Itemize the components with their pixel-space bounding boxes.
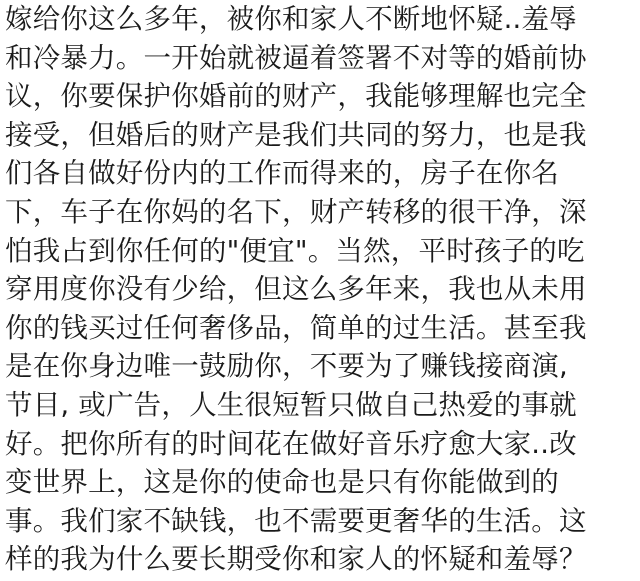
text-line-3: 议，你要保护你婚前的财产，我能够理解也完全 xyxy=(5,80,587,113)
text-line-14: 事。我们家不缺钱，也不需要更奢华的生活。这 xyxy=(5,504,587,537)
text-line-13: 变世界上，这是你的使命也是只有你能做到的 xyxy=(5,466,559,499)
text-line-15: 样的我为什么要长期受你和家人的怀疑和羞辱？ xyxy=(5,543,587,576)
text-line-12: 好。把你所有的时间花在做好音乐疗愈大家..改 xyxy=(5,427,577,460)
text-line-4: 接受，但婚后的财产是我们共同的努力，也是我 xyxy=(5,118,587,151)
text-line-6: 下，车子在你妈的名下，财产转移的很干净，深 xyxy=(5,195,587,228)
text-line-10: 是在你身边唯一鼓励你，不要为了赚钱接商演, xyxy=(5,350,568,383)
text-line-8: 穿用度你没有少给，但这么多年来，我也从未用 xyxy=(5,273,587,306)
text-line-7: 怕我占到你任何的"便宜"。当然，平时孩子的吃 xyxy=(5,234,585,267)
text-line-9: 你的钱买过任何奢侈品，简单的过生活。甚至我 xyxy=(5,311,587,344)
text-line-2: 和冷暴力。一开始就被逼着签署不对等的婚前协 xyxy=(5,41,587,74)
text-line-1: 嫁给你这么多年，被你和家人不断地怀疑..羞辱 xyxy=(5,3,577,35)
post-text-block xyxy=(5,0,639,579)
text-line-5: 们各自做好份内的工作而得来的，房子在你名 xyxy=(5,157,559,190)
text-line-11: 节目, 或广告，人生很短暂只做自己热爱的事就 xyxy=(5,388,577,421)
